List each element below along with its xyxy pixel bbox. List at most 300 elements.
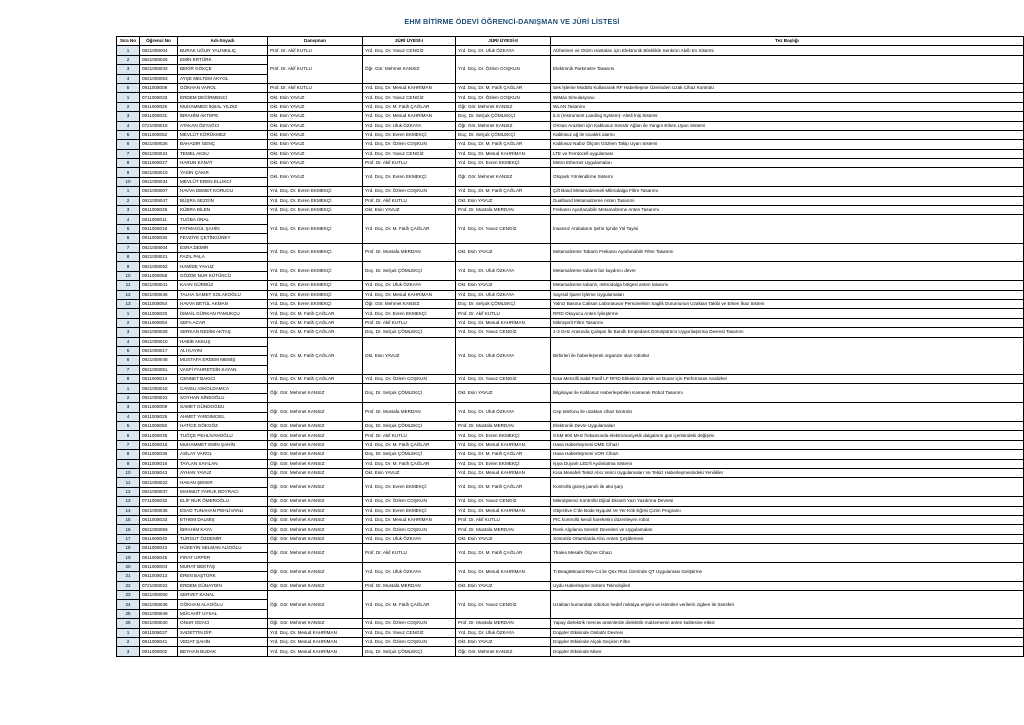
- cell-adi-soyadi: TALHA SAMET SOLAKOĞLU: [178, 290, 268, 299]
- cell-danisman: Okt. Esin YAVUZ: [268, 168, 363, 187]
- table-row: [117, 168, 1024, 177]
- table-row: [117, 459, 1024, 468]
- cell-sira-no: 3: [117, 647, 140, 656]
- cell-tez-basligi: Mikroşerit Filtre Tasarımı: [551, 318, 1024, 327]
- cell-ogrenci-no: 0921008052: [140, 262, 178, 271]
- cell-ogrenci-no: 0821008033: [140, 65, 178, 74]
- table-row: [117, 628, 1024, 637]
- cell-sira-no: 1: [117, 309, 140, 318]
- cell-juri-1: Yrd. Doç. Dr. Özlem COŞKUN: [363, 619, 456, 628]
- cell-danisman: Okt. Esin YAVUZ: [268, 93, 363, 102]
- cell-adi-soyadi: FATMAGÜL ŞAHİN: [178, 224, 268, 233]
- cell-juri-2: Yrd. Doç. Dr. M. Fatih ÇAĞLAR: [456, 187, 551, 196]
- cell-juri-2: Yrd. Doç. Dr. Mesud KAHRİMAN: [456, 562, 551, 581]
- cell-sira-no: 7: [117, 440, 140, 449]
- cell-sira-no: 8: [117, 252, 140, 261]
- cell-tez-basligi: Işıya Duyarlı LED'li Aydınlatma Sistemi: [551, 459, 1024, 468]
- table-row: [117, 55, 1024, 64]
- cell-adi-soyadi: İBRAHİM KAYA: [178, 525, 268, 534]
- cell-juri-1: Yrd. Doç. Dr. M. Fatih ÇAĞLAR: [363, 215, 456, 243]
- cell-danisman: Yrd. Doç. Dr. M. Fatih ÇAĞLAR: [268, 309, 363, 318]
- cell-sira-no: 19: [117, 553, 140, 562]
- cell-sira-no: 21: [117, 572, 140, 581]
- header-adi-soyadi: Adı-Soyadı: [178, 37, 268, 46]
- header-sira-no: Sıra No: [117, 37, 140, 46]
- cell-tez-basligi: WiMax Simulasyonu: [551, 93, 1024, 102]
- table-row: [117, 515, 1024, 524]
- cell-ogrenci-no: 0921008059: [140, 525, 178, 534]
- table-row: [117, 159, 1024, 168]
- cell-danisman: Öğr. Gör. Mehmet KANSIZ: [268, 506, 363, 515]
- cell-juri-1: Yrd. Doç. Dr. M. Fatih ÇAĞLAR: [363, 459, 456, 468]
- cell-ogrenci-no: 0811008014: [140, 375, 178, 384]
- cell-ogrenci-no: 0911008031: [140, 112, 178, 121]
- cell-danisman: Prof. Dr. Akif KUTLU: [268, 46, 363, 55]
- table-row: [117, 450, 1024, 459]
- cell-tez-basligi: Renk Algılama Sensör Devreleri ve Uygulamaları: [551, 525, 1024, 534]
- cell-ogrenci-no: 0811008025: [140, 412, 178, 421]
- cell-tez-basligi: Elektronik Parkmetre Tasarımı: [551, 55, 1024, 83]
- cell-juri-1: Öğr. Gör. Mehmet KANSIZ: [363, 55, 456, 83]
- cell-tez-basligi: Sayısal İşaret İşleme Uygulamaları: [551, 290, 1024, 299]
- cell-adi-soyadi: BURAK UĞUR YALINKILIÇ: [178, 46, 268, 55]
- cell-adi-soyadi: HAMİDE YAVUZ: [178, 262, 268, 271]
- table-row: [117, 431, 1024, 440]
- cell-tez-basligi: Ses İşleme Modülü Kullanarak RF Haberleşme Üzerinden Uzak Cihaz Kontrolü: [551, 83, 1024, 92]
- cell-danisman: Öğr. Gör. Mehmet KANSIZ: [268, 591, 363, 619]
- cell-juri-2: Yrd. Doç. Dr. M. Fatih ÇAĞLAR: [456, 140, 551, 149]
- cell-ogrenci-no: 0821008004: [140, 46, 178, 55]
- cell-juri-2: Prof. Dr. Mustafa MERDAN: [456, 619, 551, 628]
- cell-juri-1: Yrd. Doç. Dr. Yavuz CENGİZ: [363, 628, 456, 637]
- cell-juri-1: Yrd. Doç. Dr. Ufuk ÖZKAYA: [363, 281, 456, 290]
- cell-sira-no: 1: [117, 93, 140, 102]
- table-row: [117, 196, 1024, 205]
- cell-tez-basligi: Cep telefonu ile uzaktan cihaz kontrolü: [551, 403, 1024, 422]
- cell-ogrenci-no: 0921008007: [140, 187, 178, 196]
- cell-ogrenci-no: 0821008035: [140, 506, 178, 515]
- cell-danisman: Okt. Esin YAVUZ: [268, 130, 363, 139]
- table-row: [117, 112, 1024, 121]
- cell-tez-basligi: İnsansız Arabaların Şehir İçinde Yol Tayini: [551, 215, 1024, 243]
- cell-sira-no: 6: [117, 140, 140, 149]
- cell-adi-soyadi: HAVVA BETÜL AKMAN: [178, 299, 268, 308]
- table-row: [117, 309, 1024, 318]
- cell-sira-no: 2: [117, 102, 140, 111]
- table-row: [117, 281, 1024, 290]
- cell-sira-no: 2: [117, 318, 140, 327]
- cell-juri-1: Yrd. Doç. Dr. Evren EKMEKÇİ: [363, 478, 456, 497]
- cell-ogrenci-no: 0921008026: [140, 140, 178, 149]
- cell-adi-soyadi: TEMEL AKSU: [178, 149, 268, 158]
- cell-ogrenci-no: 0821008053: [140, 74, 178, 83]
- cell-juri-2: Okt. Esin YAVUZ: [456, 638, 551, 647]
- cell-juri-2: Prof. Dr. Mustafa MERDAN: [456, 525, 551, 534]
- cell-juri-2: Yrd. Doç. Dr. Yavuz CENGİZ: [456, 215, 551, 243]
- cell-sira-no: 5: [117, 224, 140, 233]
- table-row: [117, 206, 1024, 215]
- cell-adi-soyadi: KAAN GÜRBÜZ: [178, 281, 268, 290]
- cell-adi-soyadi: HAKAN ŞEKER: [178, 478, 268, 487]
- cell-sira-no: 24: [117, 600, 140, 609]
- cell-ogrenci-no: 0821008004: [140, 243, 178, 252]
- cell-danisman: Yrd. Doç. Dr. Evren EKMEKÇİ: [268, 281, 363, 290]
- cell-sira-no: 2: [117, 393, 140, 402]
- cell-tez-basligi: Uzaktan kumandalı robotun hedef noktaya erişimi ve istenilen verilerin zigbee ile transferi: [551, 591, 1024, 619]
- cell-juri-1: Yrd. Doç. Dr. Özlem COŞKUN: [363, 375, 456, 384]
- cell-tez-basligi: Metro Ethernet Uygulamaları: [551, 159, 1024, 168]
- cell-danisman: Yrd. Doç. Dr. M. Fatih ÇAĞLAR: [268, 328, 363, 337]
- cell-ogrenci-no: 0811008050: [140, 422, 178, 431]
- cell-danisman: Öğr. Gör. Mehmet KANSIZ: [268, 562, 363, 581]
- cell-tez-basligi: Kısa Mesafeli Telsiz Alıcı Verici Uygulamaları Ve Telsiz Haberleşmesindeki Yenilikler: [551, 468, 1024, 477]
- table-row: [117, 328, 1024, 337]
- cell-ogrenci-no: 0911008043: [140, 468, 178, 477]
- cell-juri-2: Yrd. Doç. Dr. Ufuk ÖZKAYA: [456, 628, 551, 637]
- cell-ogrenci-no: 0911008035: [140, 431, 178, 440]
- cell-danisman: Yrd. Doç. Dr. Mesud KAHRİMAN: [268, 638, 363, 647]
- cell-adi-soyadi: CENNET BAKICI: [178, 375, 268, 384]
- cell-juri-2: Doç. Dr. Selçuk ÇÖMLEKÇİ: [456, 130, 551, 139]
- cell-ogrenci-no: 0811008049: [140, 206, 178, 215]
- cell-adi-soyadi: FAZIL PALA: [178, 252, 268, 261]
- cell-tez-basligi: Bilgisayar ile Kablosuz Haberleşebilen Kameralı Robot Tasarımı: [551, 384, 1024, 403]
- cell-danisman: Öğr. Gör. Mehmet KANSIZ: [268, 384, 363, 403]
- cell-danisman: Yrd. Doç. Dr. Evren EKMEKÇİ: [268, 243, 363, 262]
- cell-sira-no: 12: [117, 487, 140, 496]
- cell-danisman: Yrd. Doç. Dr. Evren EKMEKÇİ: [268, 187, 363, 196]
- cell-ogrenci-no: 0911008002: [140, 647, 178, 656]
- cell-sira-no: 20: [117, 562, 140, 571]
- cell-juri-2: Yrd. Doç. Dr. M. Fatih ÇAĞLAR: [456, 450, 551, 459]
- cell-danisman: Yrd. Doç. Dr. M. Fatih ÇAĞLAR: [268, 318, 363, 327]
- cell-adi-soyadi: MUHAMMET EMİN ŞAHİN: [178, 440, 268, 449]
- cell-tez-basligi: Doppler Etkisinde Osilatör Devresi: [551, 628, 1024, 637]
- cell-juri-1: Yrd. Doç. Dr. Evren EKMEKÇİ: [363, 130, 456, 139]
- cell-sira-no: 7: [117, 243, 140, 252]
- cell-sira-no: 13: [117, 299, 140, 308]
- cell-juri-1: Yrd. Doç. Dr. Yavuz CENGİZ: [363, 46, 456, 55]
- cell-danisman: Yrd. Doç. Dr. M. Fatih ÇAĞLAR: [268, 337, 363, 375]
- cell-juri-2: Yrd. Doç. Dr. Yavuz CENGİZ: [456, 328, 551, 337]
- cell-adi-soyadi: TUĞBA ÜNAL: [178, 215, 268, 224]
- cell-tez-basligi: Objective C'de Bode Nyquist Ve Yer Kök Eğrisi Çizim Programı: [551, 506, 1024, 515]
- student-advisor-table: [116, 36, 1024, 657]
- cell-ogrenci-no: 0911008009: [140, 83, 178, 92]
- cell-ogrenci-no: 0921008017: [140, 346, 178, 355]
- cell-ogrenci-no: 0821008034: [140, 177, 178, 186]
- table-row: [117, 290, 1024, 299]
- cell-danisman: Öğr. Gör. Mehmet KANSIZ: [268, 525, 363, 534]
- cell-adi-soyadi: FIRAT URPER: [178, 553, 268, 562]
- table-row: [117, 121, 1024, 130]
- cell-ogrenci-no: 0911008016: [140, 459, 178, 468]
- cell-danisman: Öğr. Gör. Mehmet KANSIZ: [268, 581, 363, 590]
- cell-adi-soyadi: BÜŞRA SEZGİN: [178, 196, 268, 205]
- cell-juri-2: Yrd. Doç. Dr. Evren EKMEKÇİ: [456, 431, 551, 440]
- cell-adi-soyadi: BAHADIR GENÇ: [178, 140, 268, 149]
- cell-juri-2: Öğr. Gör. Mehmet KANSIZ: [456, 647, 551, 656]
- cell-sira-no: 26: [117, 619, 140, 628]
- cell-juri-1: Yrd. Doç. Dr. Özlem COŞKUN: [363, 638, 456, 647]
- cell-juri-1: Yrd. Doç. Dr. Mesud KAHRİMAN: [363, 290, 456, 299]
- cell-tez-basligi: Hava Haberleşmesi DME Cihazı: [551, 440, 1024, 449]
- cell-adi-soyadi: İBRAHİM AKTEPE: [178, 112, 268, 121]
- cell-adi-soyadi: SEFA ACAR: [178, 318, 268, 327]
- cell-adi-soyadi: ERDEM DEĞİRMENCİ: [178, 93, 268, 102]
- cell-sira-no: 6: [117, 356, 140, 365]
- cell-tez-basligi: ILS (Instrument Landing System)- Aletli İniş Sistemi: [551, 112, 1024, 121]
- cell-adi-soyadi: BEYHAN BUDAK: [178, 647, 268, 656]
- cell-juri-1: Yrd. Doç. Dr. Ufuk ÖZKAYA: [363, 121, 456, 130]
- cell-danisman: Prof. Dr. Akif KUTLU: [268, 83, 363, 92]
- cell-ogrenci-no: 0811008033: [140, 515, 178, 524]
- table-row: [117, 262, 1024, 271]
- cell-sira-no: 5: [117, 422, 140, 431]
- cell-sira-no: 1: [117, 628, 140, 637]
- cell-tez-basligi: Thales Mesafe Ölçme Cihazı: [551, 544, 1024, 563]
- cell-juri-2: Prof. Dr. Mustafa MERDAN: [456, 422, 551, 431]
- cell-tez-basligi: 1-3 GHz Arasında Çalışan İki Bandlı Empedans Dönüştürücü Uygunlaştırma Devresi Tasarımı: [551, 328, 1024, 337]
- cell-juri-1: Prof. Dr. Mustafa MERDAN: [363, 243, 456, 262]
- page-title: EHM BİTİRME ÖDEVİ ÖĞRENCİ-DANIŞMAN VE JÜRİ LİSTESİ: [404, 17, 620, 26]
- cell-sira-no: 12: [117, 290, 140, 299]
- cell-danisman: Prof. Dr. Akif KUTLU: [268, 55, 363, 83]
- table-row: [117, 647, 1024, 656]
- cell-danisman: Yrd. Doç. Dr. Mesud KAHRİMAN: [268, 647, 363, 656]
- cell-tez-basligi: Kablosuz ağ ile sıcaklık alarmı: [551, 130, 1024, 139]
- cell-juri-1: Yrd. Doç. Dr. Yavuz CENGİZ: [363, 149, 456, 158]
- cell-adi-soyadi: MUSTAFA ERDEM MEMİŞ: [178, 356, 268, 365]
- cell-ogrenci-no: 0921008046: [140, 290, 178, 299]
- cell-danisman: Yrd. Doç. Dr. Evren EKMEKÇİ: [268, 196, 363, 205]
- cell-tez-basligi: Kablosuz Nabız Ölçüm Gözlem Takip Uyarı Sistemi: [551, 140, 1024, 149]
- cell-adi-soyadi: HATİCE GÖKGÖZ: [178, 422, 268, 431]
- cell-ogrenci-no: 0911008018: [140, 224, 178, 233]
- header-juri-1: JÜRİ ÜYESİ-I: [363, 37, 456, 46]
- cell-juri-1: Prof. Dr. Akif KUTLU: [363, 544, 456, 563]
- cell-sira-no: 7: [117, 365, 140, 374]
- cell-danisman: Okt. Esin YAVUZ: [268, 149, 363, 158]
- cell-sira-no: 22: [117, 581, 140, 590]
- cell-adi-soyadi: MAHMUT FARUK BOYRACI: [178, 487, 268, 496]
- cell-ogrenci-no: 0821008021: [140, 252, 178, 261]
- cell-tez-basligi: Çift Band Metamalzemeli Mikrodalga Filtre Tasarımı: [551, 187, 1024, 196]
- cell-adi-soyadi: İSMAİL GÜRKAN PAMUKÇU: [178, 309, 268, 318]
- cell-sira-no: 2: [117, 638, 140, 647]
- cell-ogrenci-no: 0911008058: [140, 271, 178, 280]
- cell-tez-basligi: Dualband Metamalzeme Anten Tasarımı: [551, 196, 1024, 205]
- cell-ogrenci-no: 0911008015: [140, 440, 178, 449]
- cell-ogrenci-no: 0821008028: [140, 328, 178, 337]
- cell-sira-no: 8: [117, 450, 140, 459]
- cell-adi-soyadi: MURAT BEKTAŞ: [178, 562, 268, 571]
- cell-juri-2: Prof. Dr. Akif KUTLU: [456, 309, 551, 318]
- cell-juri-1: Yrd. Doç. Dr. Evren EKMEKÇİ: [363, 309, 456, 318]
- table-row: [117, 83, 1024, 92]
- cell-ogrenci-no: 0811008041: [140, 638, 178, 647]
- cell-sira-no: 11: [117, 478, 140, 487]
- table-row: [117, 46, 1024, 55]
- cell-tez-basligi: Doppler Etkisinde Mixer: [551, 647, 1024, 656]
- cell-juri-1: Yrd. Doç. Dr. Özlem COŞKUN: [363, 187, 456, 196]
- cell-juri-2: Yrd. Doç. Dr. Yavuz CENGİZ: [456, 591, 551, 619]
- cell-danisman: Okt. Esin YAVUZ: [268, 159, 363, 168]
- cell-ogrenci-no: 0821008050: [140, 591, 178, 600]
- cell-sira-no: 3: [117, 328, 140, 337]
- cell-sira-no: 9: [117, 168, 140, 177]
- cell-adi-soyadi: ERDEM GÜNAYDIN: [178, 581, 268, 590]
- cell-tez-basligi: Uydu Haberleşme Sistem Teknolojileri: [551, 581, 1024, 590]
- cell-juri-1: Yrd. Doç. Dr. Mesud KAHRİMAN: [363, 83, 456, 92]
- cell-tez-basligi: Kısa Menzilli Sabit Pasif LF RFID Etiketinin Zemin ve Duvar için Performans Analizleri: [551, 375, 1024, 384]
- table-row: [117, 384, 1024, 393]
- cell-adi-soyadi: TAYLAN SAYILAN: [178, 459, 268, 468]
- cell-tez-basligi: LTE ve Femtocell uygulaması: [551, 149, 1024, 158]
- cell-adi-soyadi: ALİ KAYIM: [178, 346, 268, 355]
- cell-tez-basligi: Mikroişlemci Kontrollü Dijital Ekranlı Yazı Yazdırma Devresi: [551, 497, 1024, 506]
- table-row: [117, 187, 1024, 196]
- cell-juri-2: Öğr. Gör. Mehmet KANSIZ: [456, 168, 551, 187]
- header-ogrenci-no: Öğrenci No: [140, 37, 178, 46]
- cell-juri-2: Okt. Esin YAVUZ: [456, 581, 551, 590]
- header-row: [117, 37, 1024, 46]
- cell-adi-soyadi: ELİF NUR ÖMEROĞLU: [178, 497, 268, 506]
- cell-juri-2: Yrd. Doç. Dr. Mesud KAHRİMAN: [456, 318, 551, 327]
- cell-ogrenci-no: 0911008026: [140, 102, 178, 111]
- cell-danisman: Okt. Esin YAVUZ: [268, 112, 363, 121]
- cell-tez-basligi: Otopark Yönlendirme Sistemi: [551, 168, 1024, 187]
- cell-tez-basligi: Elektronik Devre Uygulamaları: [551, 422, 1024, 431]
- cell-sira-no: 7: [117, 149, 140, 158]
- cell-danisman: Yrd. Doç. Dr. Evren EKMEKÇİ: [268, 262, 363, 281]
- table-row: [117, 525, 1024, 534]
- cell-sira-no: 5: [117, 130, 140, 139]
- table-row: [117, 440, 1024, 449]
- table-row: [117, 591, 1024, 600]
- cell-tez-basligi: Sönümlü Ortamlarda Alıcı Anten Çeşitlemesi: [551, 534, 1024, 543]
- cell-juri-1: Okt. Esin YAVUZ: [363, 337, 456, 375]
- cell-sira-no: 1: [117, 46, 140, 55]
- cell-danisman: Öğr. Gör. Mehmet KANSIZ: [268, 459, 363, 468]
- cell-tez-basligi: Frekansı Ayarlanabilir Metamalzeme Anten Tasarımı: [551, 206, 1024, 215]
- cell-juri-2: Okt. Esin YAVUZ: [456, 243, 551, 262]
- header-danisman: Danışman: [268, 37, 363, 46]
- table-row: [117, 544, 1024, 553]
- table-row: [117, 478, 1024, 487]
- table-row: [117, 140, 1024, 149]
- cell-tez-basligi: Metamalzeme tabanlı faz kaydırıcı devre: [551, 262, 1024, 281]
- cell-sira-no: 2: [117, 196, 140, 205]
- cell-ogrenci-no: 0811008045: [140, 553, 178, 562]
- table-row: [117, 581, 1024, 590]
- cell-ogrenci-no: 0821008022: [140, 478, 178, 487]
- cell-tez-basligi: Yalnız Basına Calisan Laboratuvar Personelinin Saglik Durumunun Uzaktan Takibi ve Erken İkaz Sistem: [551, 299, 1024, 308]
- cell-tez-basligi: Metamalzeme Tabanlı Frekansı Ayarlanabilir Filtre Tasarımı: [551, 243, 1024, 262]
- cell-sira-no: 16: [117, 525, 140, 534]
- cell-adi-soyadi: MEVLÜT EREN ELLİKCİ: [178, 177, 268, 186]
- cell-adi-soyadi: MUHAMMED İKBAL YILDIZ: [178, 102, 268, 111]
- cell-ogrenci-no: 0811008009: [140, 403, 178, 412]
- table-body: [117, 46, 1024, 656]
- cell-danisman: Öğr. Gör. Mehmet KANSIZ: [268, 422, 363, 431]
- cell-juri-2: Prof. Dr. Mustafa MERDAN: [456, 206, 551, 215]
- cell-ogrenci-no: 0921008051: [140, 365, 178, 374]
- cell-juri-2: Yrd. Doç. Dr. Mesud KAHRİMAN: [456, 506, 551, 515]
- cell-ogrenci-no: 0921008036: [140, 600, 178, 609]
- cell-juri-1: Yrd. Doç. Dr. Ufuk ÖZKAYA: [363, 534, 456, 543]
- cell-juri-2: Yrd. Doç. Dr. Mesud KAHRİMAN: [456, 440, 551, 449]
- cell-juri-2: Yrd. Doç. Dr. Ufuk ÖZKAYA: [456, 290, 551, 299]
- cell-ogrenci-no: 0811008052: [140, 130, 178, 139]
- cell-adi-soyadi: VASFİ FAHRETDİN KAYAN: [178, 365, 268, 374]
- cell-sira-no: 14: [117, 506, 140, 515]
- cell-adi-soyadi: SOYHAN SİNEOĞLU: [178, 393, 268, 402]
- cell-juri-2: Öğr. Gör. Mehmet KANSIZ: [456, 102, 551, 111]
- cell-juri-1: Okt. Esin YAVUZ: [363, 206, 456, 215]
- cell-sira-no: 3: [117, 112, 140, 121]
- cell-ogrenci-no: 0911008030: [140, 234, 178, 243]
- cell-juri-2: Yrd. Doç. Dr. Yavuz CENGİZ: [456, 375, 551, 384]
- cell-sira-no: 5: [117, 346, 140, 355]
- cell-adi-soyadi: MEVLÜT KÖRÜKMEZ: [178, 130, 268, 139]
- cell-juri-1: Prof. Dr. Mustafa MERDAN: [363, 403, 456, 422]
- cell-adi-soyadi: SAMET GÜNDOĞDU: [178, 403, 268, 412]
- cell-juri-2: Yrd. Doç. Dr. Özlem COŞKUN: [456, 93, 551, 102]
- table-row: [117, 422, 1024, 431]
- cell-juri-1: Öğr. Gör. Mehmet KANSIZ: [363, 299, 456, 308]
- cell-tez-basligi: Orman Arazileri için Kablosuz Sensör Ağları ile Yangın Erken Uyarı Sistemi: [551, 121, 1024, 130]
- table-row: [117, 149, 1024, 158]
- cell-danisman: Öğr. Gör. Mehmet KANSIZ: [268, 619, 363, 628]
- cell-sira-no: 10: [117, 468, 140, 477]
- cell-sira-no: 4: [117, 74, 140, 83]
- cell-tez-basligi: Metamalzeme tabanlı, mikrodalga bölgesi anten tasarımı: [551, 281, 1024, 290]
- cell-tez-basligi: GSM 900 MHz frekansında elektromanyetik dalgaların gün içerisindeki değişimi: [551, 431, 1024, 440]
- cell-sira-no: 9: [117, 262, 140, 271]
- cell-juri-1: Yrd. Doç. Dr. Özlem COŞKUN: [363, 497, 456, 506]
- cell-ogrenci-no: 0811008037: [140, 628, 178, 637]
- cell-adi-soyadi: CANSU ASKOLDAMCA: [178, 384, 268, 393]
- table-row: [117, 243, 1024, 252]
- cell-tez-basligi: PIC kontrollü kendi hareketini düzenleyen robot: [551, 515, 1024, 524]
- cell-juri-2: Doç. Dr. Selçuk ÇÖMLEKÇİ: [456, 299, 551, 308]
- cell-juri-2: Okt. Esin YAVUZ: [456, 384, 551, 403]
- cell-danisman: Öğr. Gör. Mehmet KANSIZ: [268, 450, 363, 459]
- cell-ogrenci-no: 0721008018: [140, 121, 178, 130]
- table-row: [117, 638, 1024, 647]
- cell-danisman: Yrd. Doç. Dr. Evren EKMEKÇİ: [268, 299, 363, 308]
- cell-danisman: Öğr. Gör. Mehmet KANSIZ: [268, 515, 363, 524]
- cell-ogrenci-no: 0921008024: [140, 149, 178, 158]
- cell-sira-no: 1: [117, 187, 140, 196]
- cell-tez-basligi: WLAN Tasarımı: [551, 102, 1024, 111]
- cell-adi-soyadi: ETHEM DALMIŞ: [178, 515, 268, 524]
- cell-ogrenci-no: 0911008036: [140, 450, 178, 459]
- header-juri-2: JÜRİ ÜYESİ-II: [456, 37, 551, 46]
- cell-juri-1: Yrd. Doç. Dr. Özlem COŞKUN: [363, 525, 456, 534]
- table-row: [117, 562, 1024, 571]
- cell-juri-2: Yrd. Doç. Dr. Ufuk ÖZKAYA: [456, 262, 551, 281]
- cell-tez-basligi: Birbirleri ile haberleşerek organize olan robotlar: [551, 337, 1024, 375]
- cell-sira-no: 5: [117, 83, 140, 92]
- header-tez-basligi: Tez Başlığı: [551, 37, 1024, 46]
- cell-ogrenci-no: 0921008037: [140, 487, 178, 496]
- cell-ogrenci-no: 0711008032: [140, 497, 178, 506]
- cell-danisman: Yrd. Doç. Dr. Evren EKMEKÇİ: [268, 215, 363, 243]
- cell-juri-1: Yrd. Doç. Dr. M. Fatih ÇAĞLAR: [363, 440, 456, 449]
- cell-ogrenci-no: 0711008033: [140, 93, 178, 102]
